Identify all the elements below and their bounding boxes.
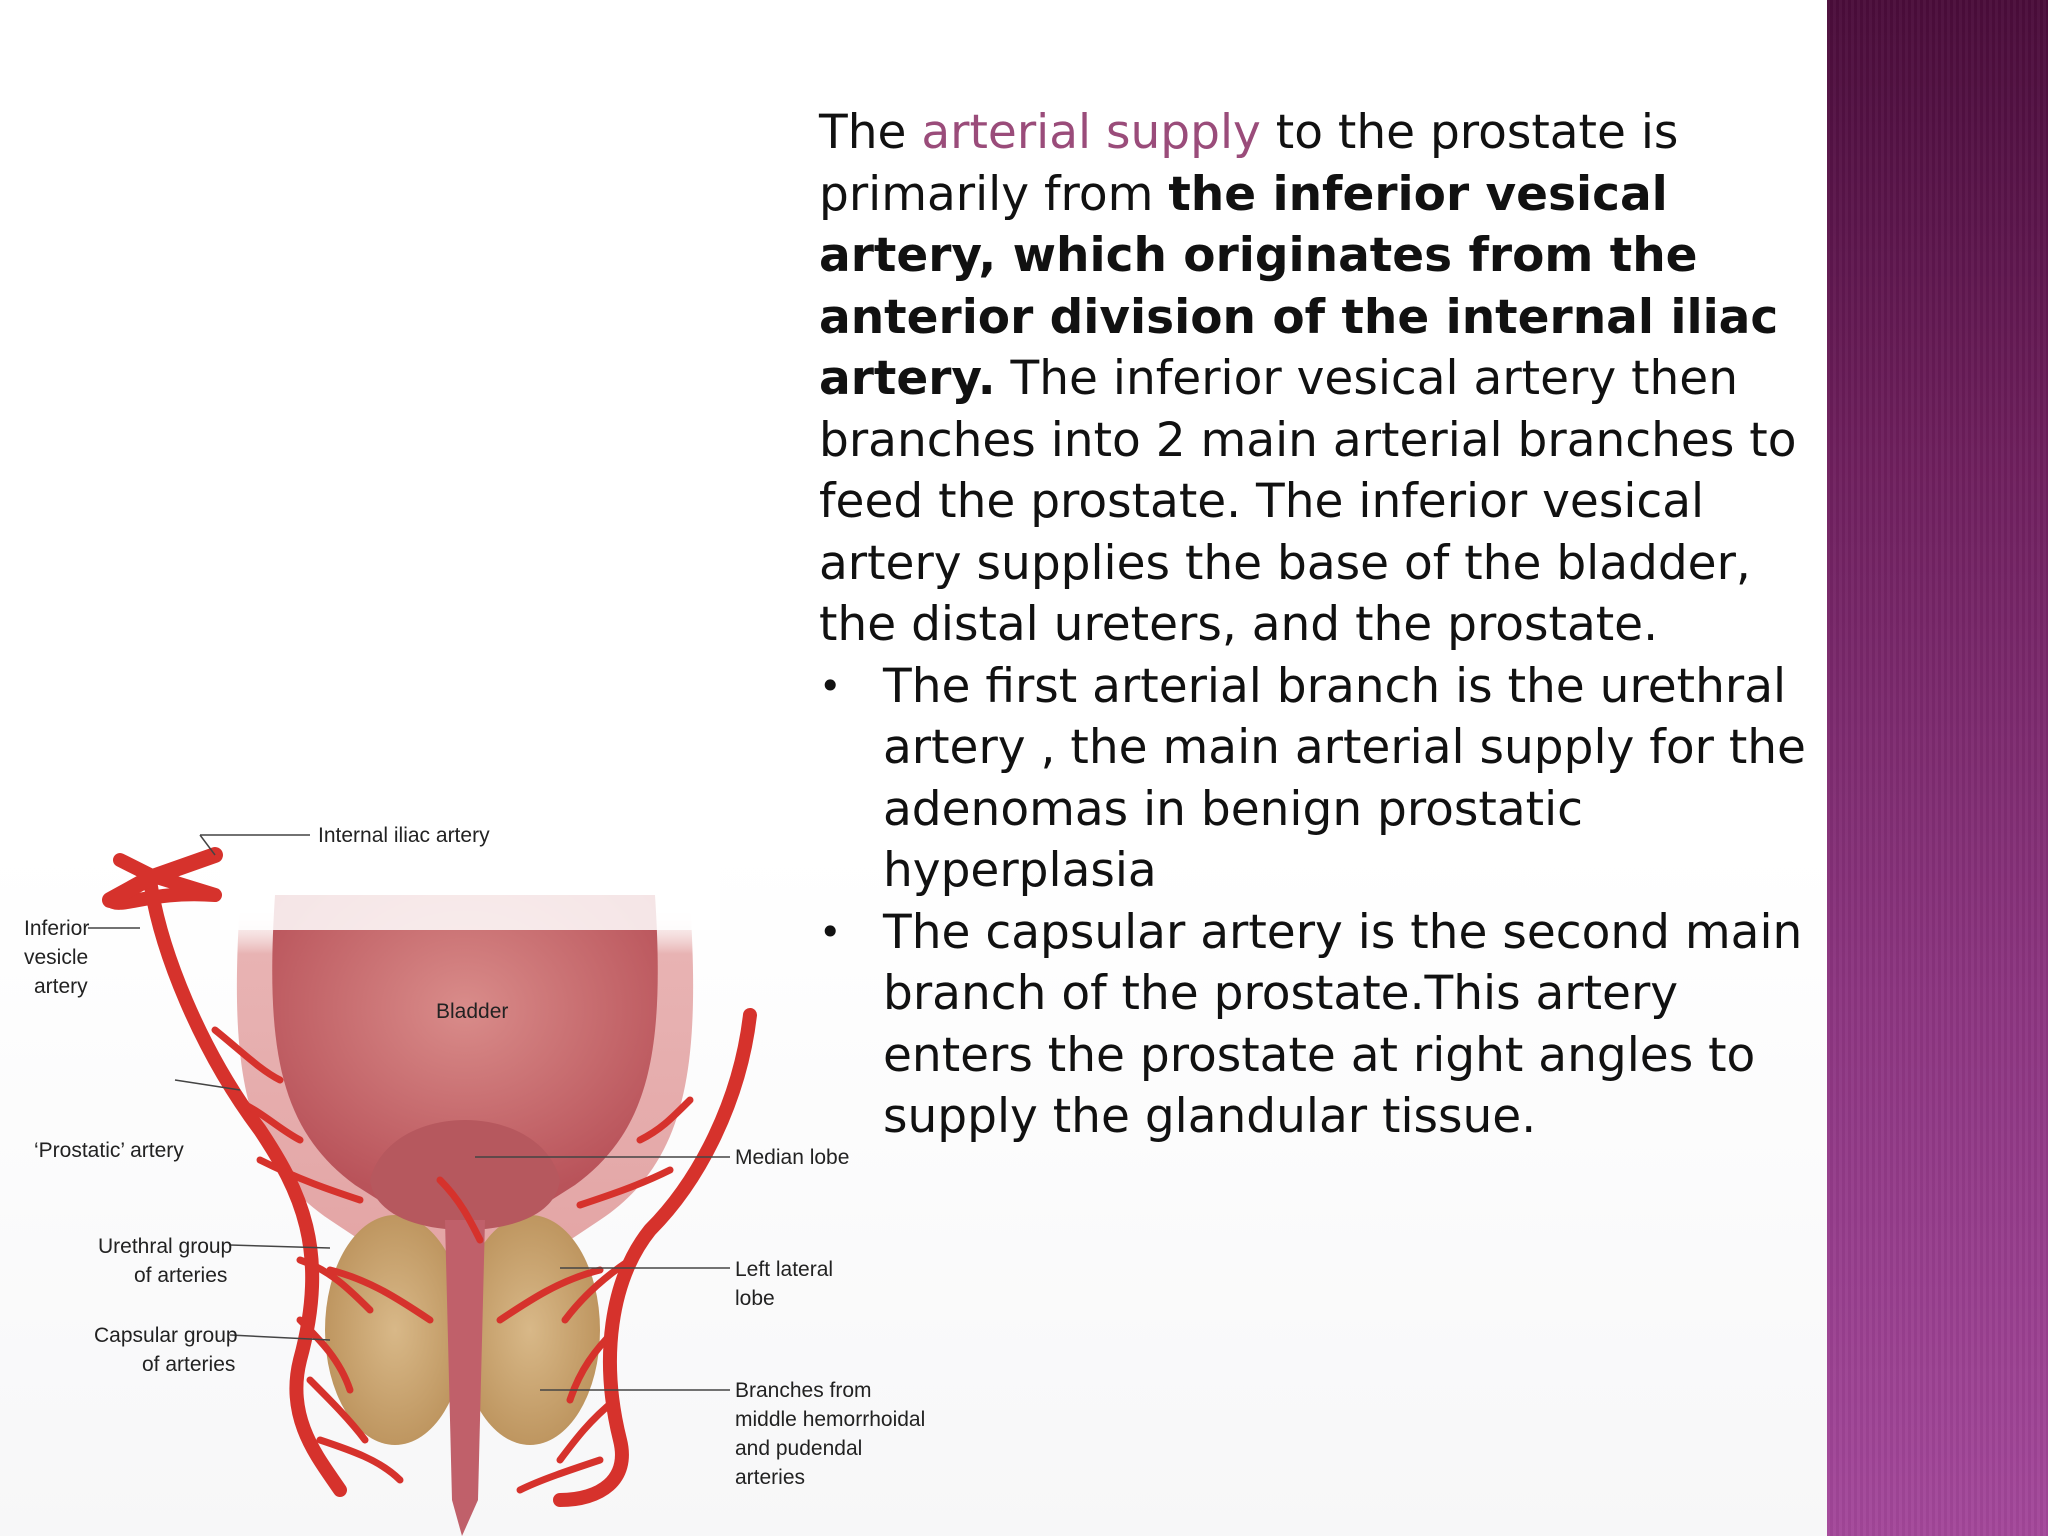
intro-paragraph (819, 102, 1809, 656)
label-branches-4: arteries (735, 1466, 806, 1489)
label-urethral-group-1: Urethral group (98, 1235, 233, 1258)
intro-text-1: The (819, 105, 922, 160)
label-capsular-group-2: of arteries (142, 1353, 236, 1376)
bullet-text: The capsular artery is the second main branch of the prostate.This artery enters the prostate at right angles to supply the glandular tissue. (883, 904, 1803, 1144)
label-branches-2: middle hemorrhoidal (735, 1408, 926, 1431)
bullet-item-urethral-artery (819, 656, 1809, 902)
intro-text-2: to the prostate is primarily from (819, 105, 1679, 222)
bullet-marker: • (819, 909, 842, 954)
label-branches-3: and pudendal (735, 1437, 863, 1460)
label-left-lateral-1: Left lateral (735, 1258, 834, 1281)
label-inferior-vesicle-2: vesicle (24, 946, 89, 969)
arterial-supply-highlight: arterial supply (921, 105, 1261, 160)
bullet-list (819, 656, 1809, 1148)
bullet-text: The first arterial branch is the urethral artery , the main arterial supply for the adenomas in benign prostatic hyperplasia (883, 658, 1806, 898)
prostate-left-lobe (325, 1215, 465, 1445)
label-inferior-vesicle-1: Inferior (24, 917, 90, 940)
label-internal-iliac: Internal iliac artery (318, 824, 490, 847)
intro-text-3: The inferior vesical artery then branches into 2 main arterial branches to feed the prostate. The inferior vesical artery supplies the base of the bladder, the distal ureters, and the prostate. (819, 351, 1797, 652)
label-urethral-group-2: of arteries (134, 1264, 228, 1287)
bullet-marker: • (819, 663, 842, 708)
diagram-illustration (0, 800, 930, 1536)
label-median-lobe: Median lobe (735, 1146, 850, 1169)
label-inferior-vesicle-3: artery (34, 975, 88, 998)
label-capsular-group-1: Capsular group (94, 1324, 238, 1347)
slide-body-text (819, 102, 1809, 1148)
urethra (445, 1220, 485, 1536)
bullet-item-capsular-artery (819, 902, 1809, 1148)
decorative-side-band (1827, 0, 2048, 1536)
label-branches-1: Branches from (735, 1379, 872, 1402)
prostate-arterial-diagram (0, 800, 930, 1536)
inferior-vesical-bold-text: the inferior vesical artery, which originates from the anterior division of the internal iliac artery. (819, 166, 1779, 406)
label-left-lateral-2: lobe (735, 1287, 775, 1310)
label-bladder: Bladder (436, 1000, 509, 1023)
label-prostatic-artery: ‘Prostatic’ artery (34, 1139, 184, 1162)
